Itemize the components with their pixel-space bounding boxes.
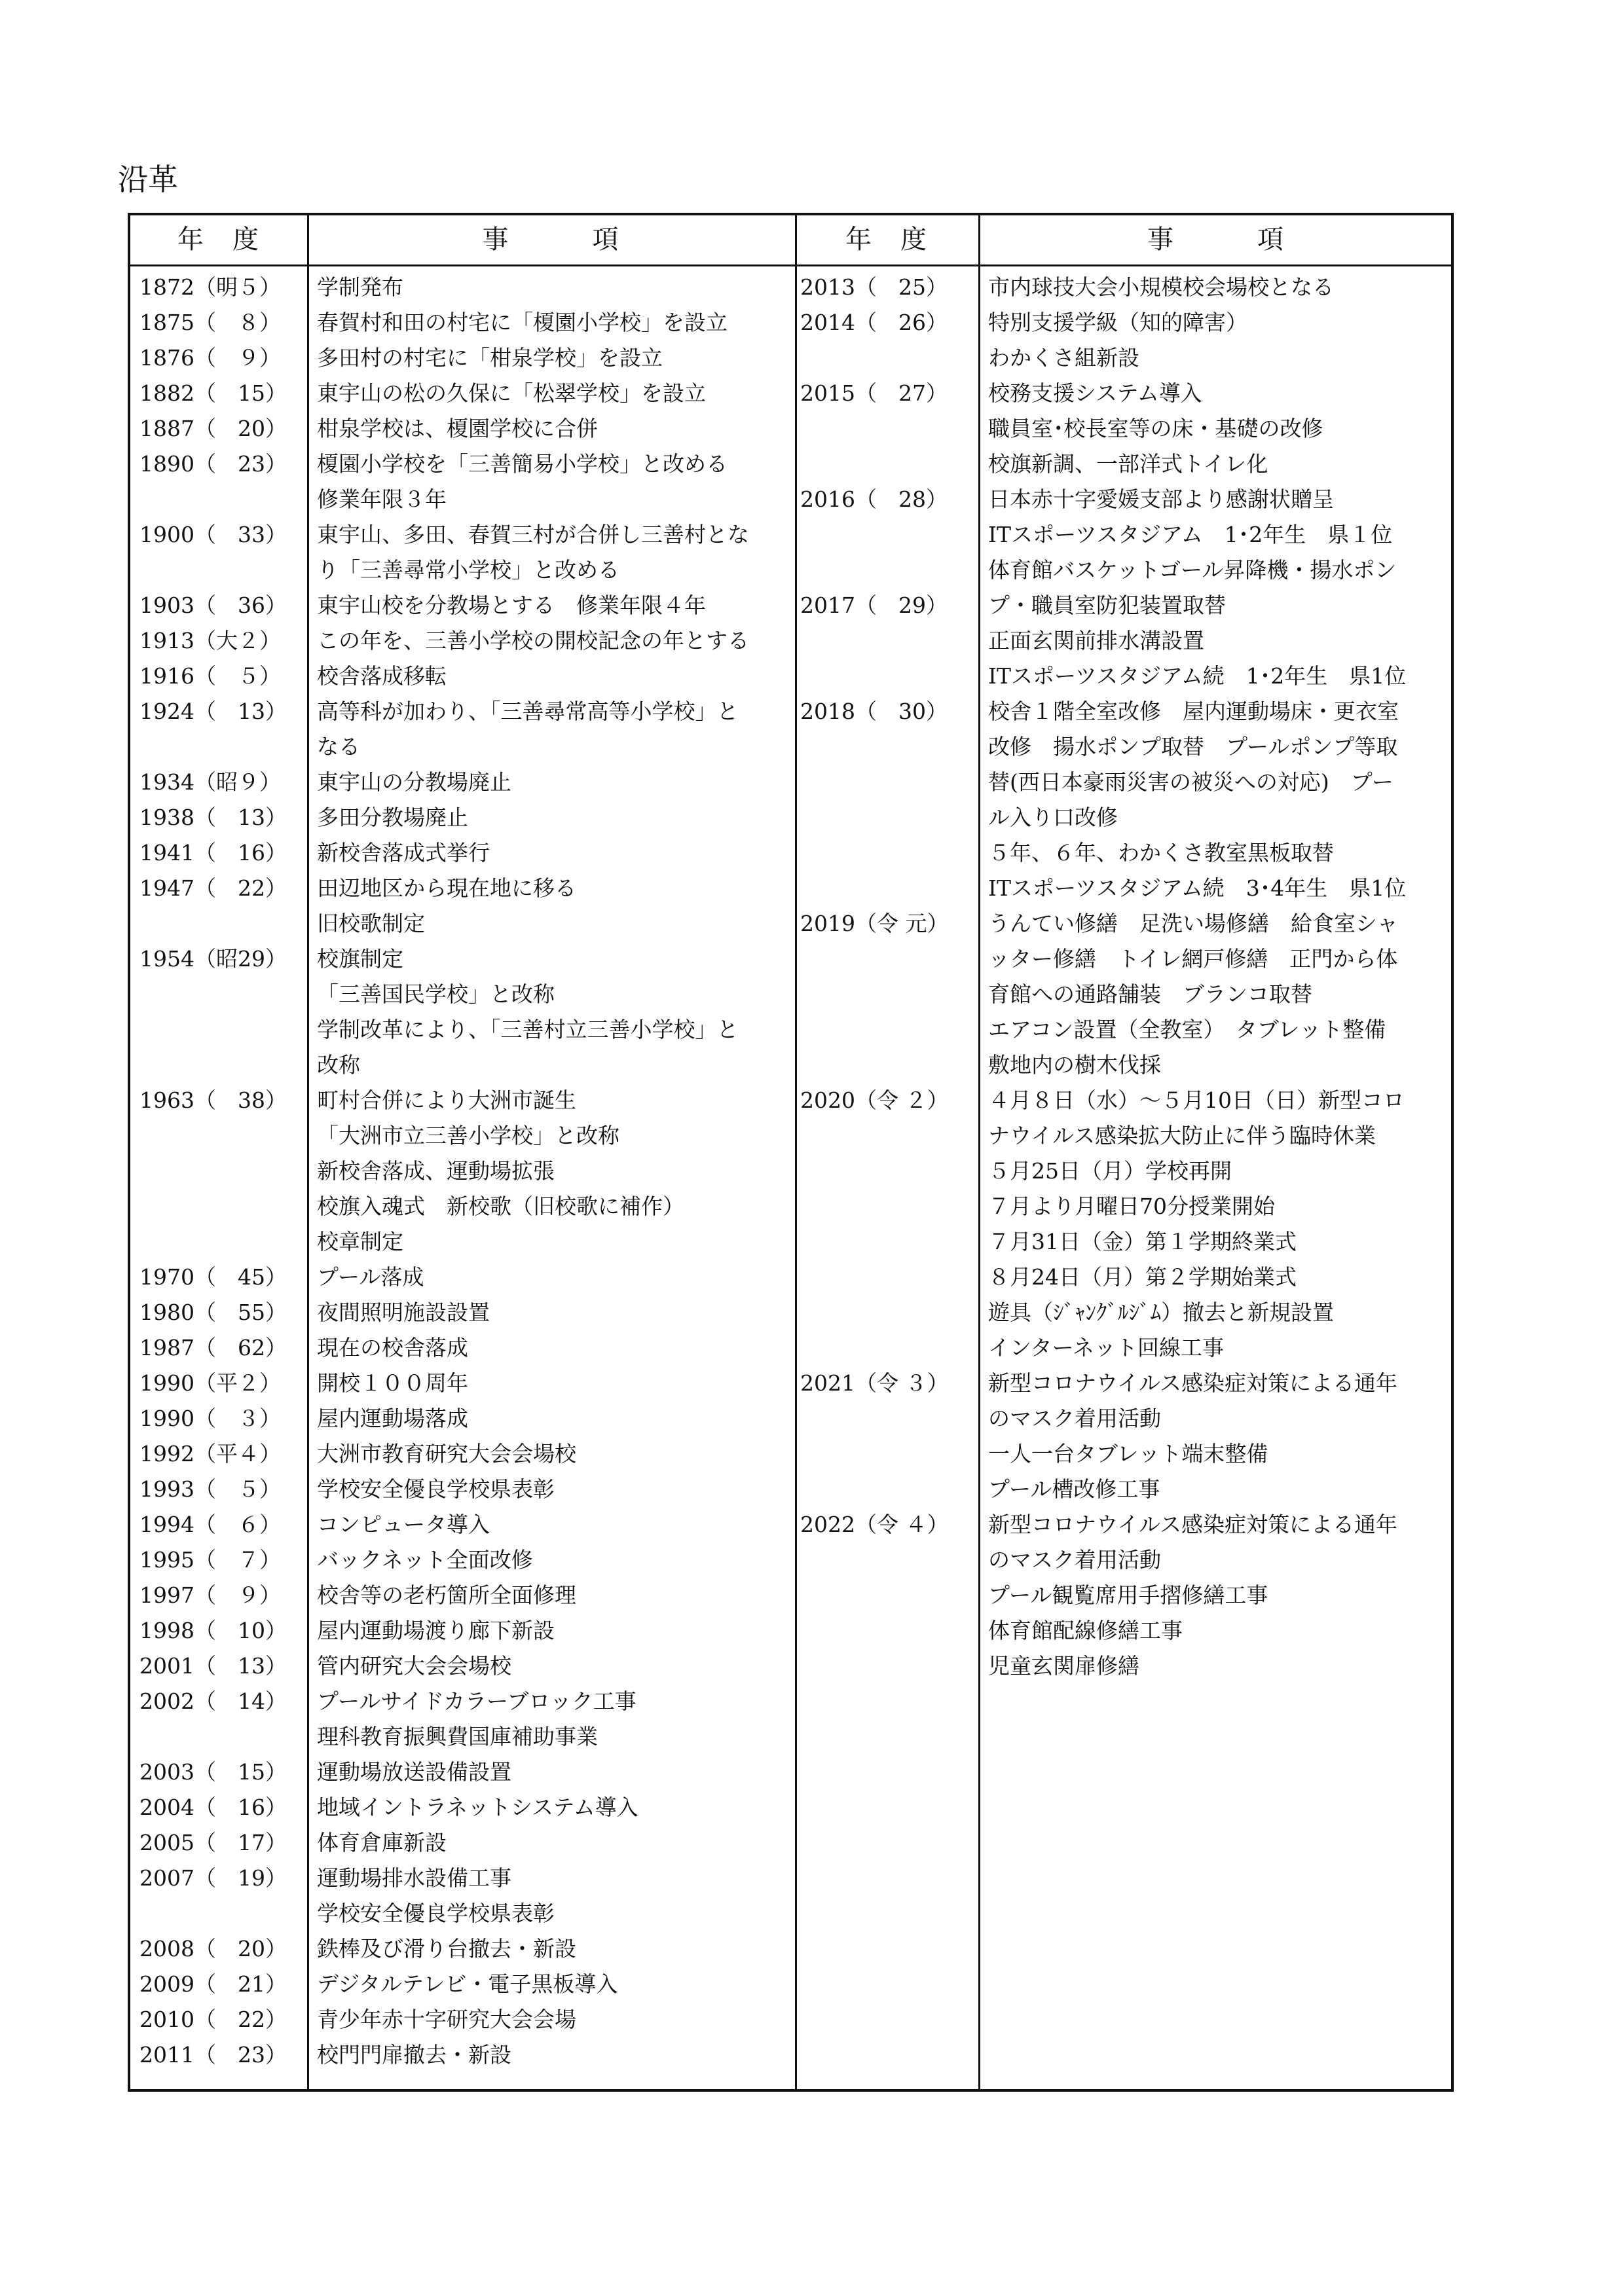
event-cell: 修業年限３年	[317, 486, 447, 512]
year-cell: 1990（平２）	[139, 1370, 281, 1396]
year-cell: 2004（ 16）	[139, 1795, 287, 1820]
table-row	[130, 376, 795, 411]
table-row	[795, 694, 1454, 729]
table-row	[130, 1931, 795, 1967]
event-cell: 校舎１階全室改修 屋内運動場床・更衣室	[988, 699, 1399, 724]
table-row	[795, 765, 1454, 800]
event-cell: ITスポーツスタジアム続 1･2年生 県1位	[988, 663, 1407, 689]
table-row	[130, 517, 795, 553]
event-cell: り「三善尋常小学校」と改める	[317, 557, 619, 583]
table-row	[130, 1472, 795, 1507]
event-cell: ７月31日（金）第１学期終業式	[988, 1229, 1297, 1254]
table-row	[130, 765, 795, 800]
event-cell: バックネット全面改修	[317, 1547, 533, 1573]
table-row	[130, 1613, 795, 1649]
year-cell: 2005（ 17）	[139, 1830, 287, 1855]
table-row	[130, 941, 795, 977]
year-cell: 1882（ 15）	[139, 380, 287, 406]
year-cell: 1941（ 16）	[139, 840, 287, 866]
table-row	[130, 1048, 795, 1083]
table-row	[795, 1507, 1454, 1542]
table-row	[130, 1507, 795, 1542]
year-cell: 1998（ 10）	[139, 1618, 287, 1643]
event-cell: ッター修繕 トイレ網戸修繕 正門から体	[988, 946, 1398, 972]
table-row	[795, 446, 1454, 482]
table-row	[795, 1330, 1454, 1366]
table-row	[795, 588, 1454, 623]
year-cell: 1987（ 62）	[139, 1335, 287, 1360]
table-row	[795, 1436, 1454, 1472]
table-row	[795, 1542, 1454, 1578]
event-cell: ５月25日（月）学校再開	[988, 1158, 1232, 1184]
event-cell: 校旗制定	[317, 946, 403, 972]
year-cell: 1994（ ６）	[139, 1512, 281, 1537]
event-cell: 育館への通路舗装 ブランコ取替	[988, 981, 1312, 1007]
table-row	[130, 659, 795, 694]
event-cell: 屋内運動場落成	[317, 1406, 468, 1431]
event-cell: 新校舎落成、運動場拡張	[317, 1158, 555, 1184]
event-cell: 東宇山の分教場廃止	[317, 769, 511, 795]
table-row	[130, 1861, 795, 1896]
event-cell: 特別支援学級（知的障害）	[988, 310, 1247, 335]
table-row	[795, 1154, 1454, 1189]
event-cell: 校舎落成移転	[317, 663, 447, 689]
table-row	[795, 1578, 1454, 1613]
table-row	[795, 340, 1454, 376]
event-cell: 運動場排水設備工事	[317, 1865, 511, 1891]
table-row	[130, 1260, 795, 1295]
event-cell: 榎園小学校を「三善簡易小学校」と改める	[317, 451, 728, 477]
event-cell: デジタルテレビ・電子黒板導入	[317, 1971, 618, 1997]
year-cell: 1995（ ７）	[139, 1547, 281, 1573]
event-cell: この年を、三善小学校の開校記念の年とする	[317, 628, 749, 653]
year-cell: 1890（ 23）	[139, 451, 287, 477]
year-cell: 2013（ 25）	[800, 274, 948, 300]
event-cell: 体育館配線修繕工事	[988, 1618, 1183, 1643]
event-cell: 東宇山校を分教場とする 修業年限４年	[317, 592, 706, 618]
year-cell: 1872（明５）	[139, 274, 281, 300]
table-row	[795, 553, 1454, 588]
event-cell: 屋内運動場渡り廊下新設	[317, 1618, 555, 1643]
year-cell: 1887（ 20）	[139, 416, 287, 441]
table-row	[130, 305, 795, 340]
table-row	[795, 623, 1454, 659]
table-row	[795, 1118, 1454, 1154]
event-cell: のマスク着用活動	[988, 1406, 1161, 1431]
table-row	[130, 1083, 795, 1118]
year-cell: 1947（ 22）	[139, 875, 287, 901]
page-title: 沿革	[118, 162, 178, 197]
table-row	[130, 694, 795, 729]
event-cell: 地域イントラネットシステム導入	[317, 1795, 638, 1820]
table-row	[795, 1048, 1454, 1083]
table-row	[795, 1472, 1454, 1507]
year-cell: 1900（ 33）	[139, 522, 287, 547]
year-cell: 1993（ ５）	[139, 1476, 281, 1502]
event-cell: 春賀村和田の村宅に「榎園小学校」を設立	[317, 310, 728, 335]
table-row	[130, 1542, 795, 1578]
table-row	[130, 1967, 795, 2002]
table-row	[130, 800, 795, 835]
table-header	[130, 215, 1451, 266]
year-cell: 2019（令 元）	[800, 911, 949, 936]
year-cell: 1916（ ５）	[139, 663, 281, 689]
event-cell: プ・職員室防犯装置取替	[988, 592, 1226, 618]
table-row	[130, 1366, 795, 1401]
header-year-right: 年 度	[845, 225, 928, 255]
year-cell: 1954（昭29）	[139, 946, 287, 972]
event-cell: 改称	[317, 1052, 360, 1078]
table-row	[130, 1649, 795, 1684]
event-cell: 学校安全優良学校県表彰	[317, 1901, 555, 1926]
event-cell: エアコン設置（全教室） タブレット整備	[988, 1017, 1386, 1042]
table-row	[795, 1366, 1454, 1401]
table-row	[130, 1118, 795, 1154]
year-cell: 1903（ 36）	[139, 592, 287, 618]
event-cell: 新校舎落成式挙行	[317, 840, 490, 866]
event-cell: 日本赤十字愛媛支部より感謝状贈呈	[988, 486, 1334, 512]
table-row	[130, 1578, 795, 1613]
table-row	[130, 446, 795, 482]
year-cell: 2002（ 14）	[139, 1688, 287, 1714]
event-cell: プール観覧席用手摺修繕工事	[988, 1582, 1268, 1608]
event-cell: 運動場放送設備設置	[317, 1759, 511, 1785]
year-cell: 1924（ 13）	[139, 699, 287, 724]
table-row	[130, 977, 795, 1012]
event-cell: 管内研究大会会場校	[317, 1653, 511, 1679]
event-cell: コンピュータ導入	[317, 1512, 490, 1537]
table-row	[130, 1719, 795, 1755]
table-row	[130, 1154, 795, 1189]
table-row	[795, 1260, 1454, 1295]
event-cell: 高等科が加わり、「三善尋常高等小学校」と	[317, 699, 739, 724]
table-row	[795, 659, 1454, 694]
year-cell: 2018（ 30）	[800, 699, 948, 724]
table-row	[795, 1295, 1454, 1330]
event-cell: ４月８日（水）～５月10日（日）新型コロ	[988, 1087, 1405, 1113]
event-cell: 開校１００周年	[317, 1370, 468, 1396]
event-cell: 大洲市教育研究大会会場校	[317, 1441, 576, 1467]
year-cell: 2016（ 28）	[800, 486, 948, 512]
event-cell: 学制改革により、「三善村立三善小学校」と	[317, 1017, 739, 1042]
year-cell: 1938（ 13）	[139, 805, 287, 830]
table-row	[130, 729, 795, 765]
table-row	[130, 2037, 795, 2073]
table-row	[130, 1436, 795, 1472]
table-row	[130, 623, 795, 659]
table-row	[130, 1401, 795, 1436]
event-cell: 校章制定	[317, 1229, 403, 1254]
event-cell: 学校安全優良学校県表彰	[317, 1476, 555, 1502]
event-cell: 体育倉庫新設	[317, 1830, 447, 1855]
year-cell: 1875（ ８）	[139, 310, 281, 335]
year-cell: 2021（令 ３）	[800, 1370, 949, 1396]
event-cell: 校旗入魂式 新校歌（旧校歌に補作）	[317, 1194, 684, 1219]
event-cell: 新型コロナウイルス感染症対策による通年	[988, 1370, 1398, 1396]
year-cell: 2014（ 26）	[800, 310, 948, 335]
event-cell: 柑泉学校は、榎園学校に合併	[317, 416, 598, 441]
table-row	[130, 835, 795, 871]
year-cell: 2017（ 29）	[800, 592, 948, 618]
event-cell: 多田分教場廃止	[317, 805, 468, 830]
event-cell: ５年、６年、わかくさ教室黒板取替	[988, 840, 1334, 866]
table-row	[130, 1224, 795, 1260]
table-row	[795, 482, 1454, 517]
table-row	[130, 1896, 795, 1931]
table-row	[795, 835, 1454, 871]
event-cell: ITスポーツスタジアム続 3･4年生 県1位	[988, 875, 1407, 901]
event-cell: ル入り口改修	[988, 805, 1118, 830]
event-cell: 職員室･校長室等の床・基礎の改修	[988, 416, 1323, 441]
year-cell: 2003（ 15）	[139, 1759, 287, 1785]
header-item-left: 事 項	[482, 225, 620, 255]
table-row	[795, 1649, 1454, 1684]
table-row	[130, 2002, 795, 2037]
table-row	[130, 270, 795, 305]
event-cell: 理科教育振興費国庫補助事業	[317, 1724, 598, 1749]
year-cell: 2015（ 27）	[800, 380, 948, 406]
table-row	[130, 340, 795, 376]
table-row	[130, 411, 795, 446]
year-cell: 1970（ 45）	[139, 1264, 287, 1290]
event-cell: うんてい修繕 足洗い場修繕 給食室シャ	[988, 911, 1399, 936]
table-row	[130, 871, 795, 906]
event-cell: わかくさ組新設	[988, 345, 1139, 371]
event-cell: 東宇山、多田、春賀三村が合併し三善村とな	[317, 522, 749, 547]
event-cell: 青少年赤十字研究大会会場	[317, 2007, 576, 2032]
table-row	[795, 376, 1454, 411]
table-row	[795, 1083, 1454, 1118]
year-cell: 2022（令 ４）	[800, 1512, 949, 1537]
event-cell: プールサイドカラーブロック工事	[317, 1688, 637, 1714]
year-cell: 2007（ 19）	[139, 1865, 287, 1891]
table-row	[795, 270, 1454, 305]
year-cell: 1913（大２）	[139, 628, 281, 653]
event-cell: 多田村の村宅に「柑泉学校」を設立	[317, 345, 663, 371]
year-cell: 1997（ ９）	[139, 1582, 281, 1608]
event-cell: 「三善国民学校」と改称	[317, 981, 555, 1007]
year-cell: 2011（ 23）	[139, 2042, 287, 2068]
history-table	[128, 213, 1454, 2092]
event-cell: 現在の校舎落成	[317, 1335, 468, 1360]
table-row	[795, 411, 1454, 446]
event-cell: 町村合併により大洲市誕生	[317, 1087, 576, 1113]
year-cell: 2009（ 21）	[139, 1971, 287, 1997]
table-row	[130, 1825, 795, 1861]
event-cell: 敷地内の樹木伐採	[988, 1052, 1161, 1078]
table-row	[795, 800, 1454, 835]
event-cell: 正面玄関前排水溝設置	[988, 628, 1204, 653]
event-cell: 新型コロナウイルス感染症対策による通年	[988, 1512, 1398, 1537]
event-cell: 校務支援システム導入	[988, 380, 1202, 406]
header-item-right: 事 項	[1147, 225, 1285, 255]
header-year-left: 年 度	[177, 225, 260, 255]
event-cell: 旧校歌制定	[317, 911, 425, 936]
event-cell: 改修 揚水ポンプ取替 プールポンプ等取	[988, 734, 1398, 759]
event-cell: 校旗新調、一部洋式トイレ化	[988, 451, 1268, 477]
year-cell: 1980（ 55）	[139, 1300, 287, 1325]
table-row	[795, 1012, 1454, 1048]
event-cell: ナウイルス感染拡大防止に伴う臨時休業	[988, 1123, 1376, 1148]
table-row	[795, 517, 1454, 553]
table-row	[130, 482, 795, 517]
event-cell: 東宇山の松の久保に「松翠学校」を設立	[317, 380, 706, 406]
year-cell: 2001（ 13）	[139, 1653, 287, 1679]
event-cell: ITスポーツスタジアム 1･2年生 県１位	[988, 522, 1393, 547]
event-cell: ７月より月曜日70分授業開始	[988, 1194, 1275, 1219]
year-cell: 2008（ 20）	[139, 1936, 287, 1961]
event-cell: 児童玄関扉修繕	[988, 1653, 1139, 1679]
table-row	[130, 1684, 795, 1719]
event-cell: 「大洲市立三善小学校」と改称	[317, 1123, 619, 1148]
table-row	[130, 1330, 795, 1366]
year-cell: 1992（平４）	[139, 1441, 281, 1467]
table-row	[130, 588, 795, 623]
year-cell: 1934（昭９）	[139, 769, 281, 795]
table-row	[130, 1012, 795, 1048]
event-cell: 学制発布	[317, 274, 403, 300]
table-row	[795, 1613, 1454, 1649]
table-row	[795, 1401, 1454, 1436]
event-cell: なる	[317, 734, 360, 759]
table-row	[795, 1189, 1454, 1224]
table-row	[795, 871, 1454, 906]
event-cell: のマスク着用活動	[988, 1547, 1161, 1573]
table-row	[130, 1295, 795, 1330]
year-cell: 2010（ 22）	[139, 2007, 287, 2032]
event-cell: プール槽改修工事	[988, 1476, 1160, 1502]
event-cell: 校舎等の老朽箇所全面修理	[317, 1582, 576, 1608]
year-cell: 1876（ ９）	[139, 345, 281, 371]
event-cell: 市内球技大会小規模校会場校となる	[988, 274, 1334, 300]
table-row	[130, 553, 795, 588]
table-row	[795, 906, 1454, 941]
table-row	[130, 1189, 795, 1224]
table-row	[130, 1755, 795, 1790]
event-cell: 遊具（ｼﾞｬﾝｸﾞﾙｼﾞﾑ）撤去と新規設置	[988, 1300, 1334, 1325]
table-row	[795, 977, 1454, 1012]
year-cell: 1963（ 38）	[139, 1087, 287, 1113]
event-cell: 体育館バスケットゴール昇降機・揚水ポン	[988, 557, 1397, 583]
table-row	[795, 729, 1454, 765]
year-cell: 2020（令 ２）	[800, 1087, 949, 1113]
event-cell: 一人一台タブレット端末整備	[988, 1441, 1268, 1467]
event-cell: インターネット回線工事	[988, 1335, 1225, 1360]
event-cell: 鉄棒及び滑り台撤去・新設	[317, 1936, 576, 1961]
event-cell: 校門門扉撤去・新設	[317, 2042, 511, 2068]
table-row	[130, 1790, 795, 1825]
table-row	[795, 305, 1454, 340]
table-row	[795, 1224, 1454, 1260]
event-cell: 替(西日本豪雨災害の被災への対応) プー	[988, 769, 1393, 795]
event-cell: 夜間照明施設設置	[317, 1300, 490, 1325]
event-cell: 田辺地区から現在地に移る	[317, 875, 576, 901]
event-cell: プール落成	[317, 1264, 424, 1290]
event-cell: ８月24日（月）第２学期始業式	[988, 1264, 1297, 1290]
table-row	[130, 906, 795, 941]
table-row	[795, 941, 1454, 977]
year-cell: 1990（ ３）	[139, 1406, 281, 1431]
